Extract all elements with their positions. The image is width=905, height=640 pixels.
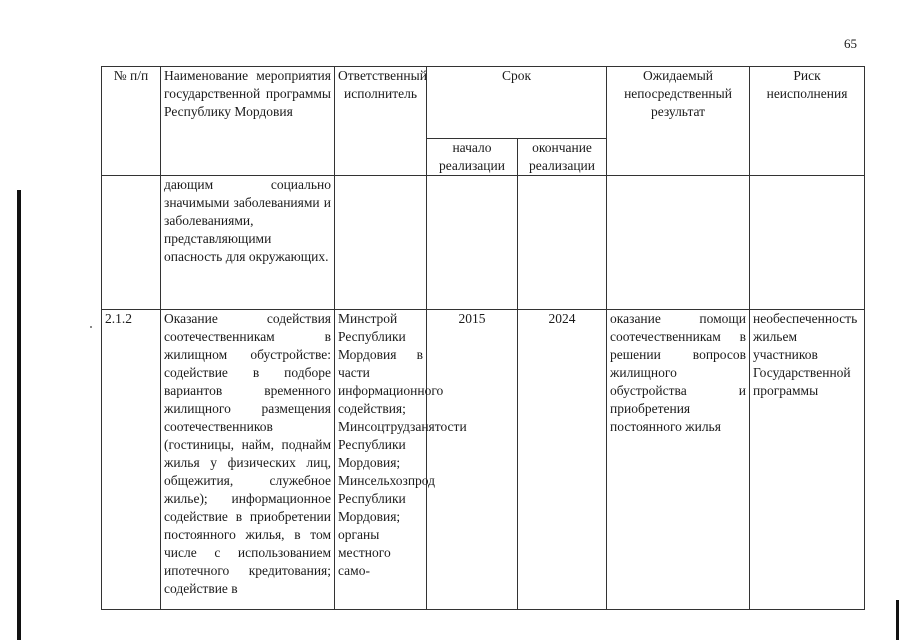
scan-speck <box>90 326 92 328</box>
cell-executor <box>335 176 427 310</box>
cell-start: 2015 <box>427 310 518 610</box>
cell-executor: Минстрой Республики Мордовия в части информационного содействия; Минсоцтрудзанятости Республики Мордовия; Минсельхозпрод Республики Мордовия; органы местного само- <box>335 310 427 610</box>
cell-name: дающим социально значимыми заболеваниями и заболеваниями, представляющими опасность для окружающих. <box>161 176 335 310</box>
cell-end: 2024 <box>518 310 607 610</box>
scan-edge-line-left <box>17 190 21 640</box>
cell-name: Оказание содействия соотечественникам в жилищном обустройстве: содействие в подборе вариантов временного жилищного размещения соотечественников (гостиницы, найм, поднайм жилья у физических лиц, общежития, служебное жилье); информационное содействие в приобретении постоянного жилья, в том числе с использованием ипотечного кредитования; содействие в <box>161 310 335 610</box>
scan-edge-line-right <box>896 600 899 640</box>
header-name: Наименование мероприятия государственной программы Республику Мордовия <box>161 67 335 176</box>
cell-risk <box>750 176 865 310</box>
cell-result <box>607 176 750 310</box>
header-term: Срок <box>427 67 607 139</box>
header-num: № п/п <box>102 67 161 176</box>
cell-num <box>102 176 161 310</box>
header-end: окончание реализации <box>518 139 607 176</box>
header-row-1 <box>102 67 865 139</box>
cell-start <box>427 176 518 310</box>
table-row <box>102 310 865 610</box>
header-result: Ожидаемый непосредственный результат <box>607 67 750 176</box>
cell-result: оказание помощи соотечественникам в решении вопросов жилищного обустройства и приобретения постоянного жилья <box>607 310 750 610</box>
cell-num: 2.1.2 <box>102 310 161 610</box>
program-table <box>101 66 865 610</box>
header-start: начало реализации <box>427 139 518 176</box>
cell-end <box>518 176 607 310</box>
cell-risk: необеспеченность жильем участников Государственной программы <box>750 310 865 610</box>
table-row <box>102 176 865 310</box>
header-risk: Риск неисполнения <box>750 67 865 176</box>
header-executor: Ответственный исполнитель <box>335 67 427 176</box>
page-number: 65 <box>844 36 857 51</box>
